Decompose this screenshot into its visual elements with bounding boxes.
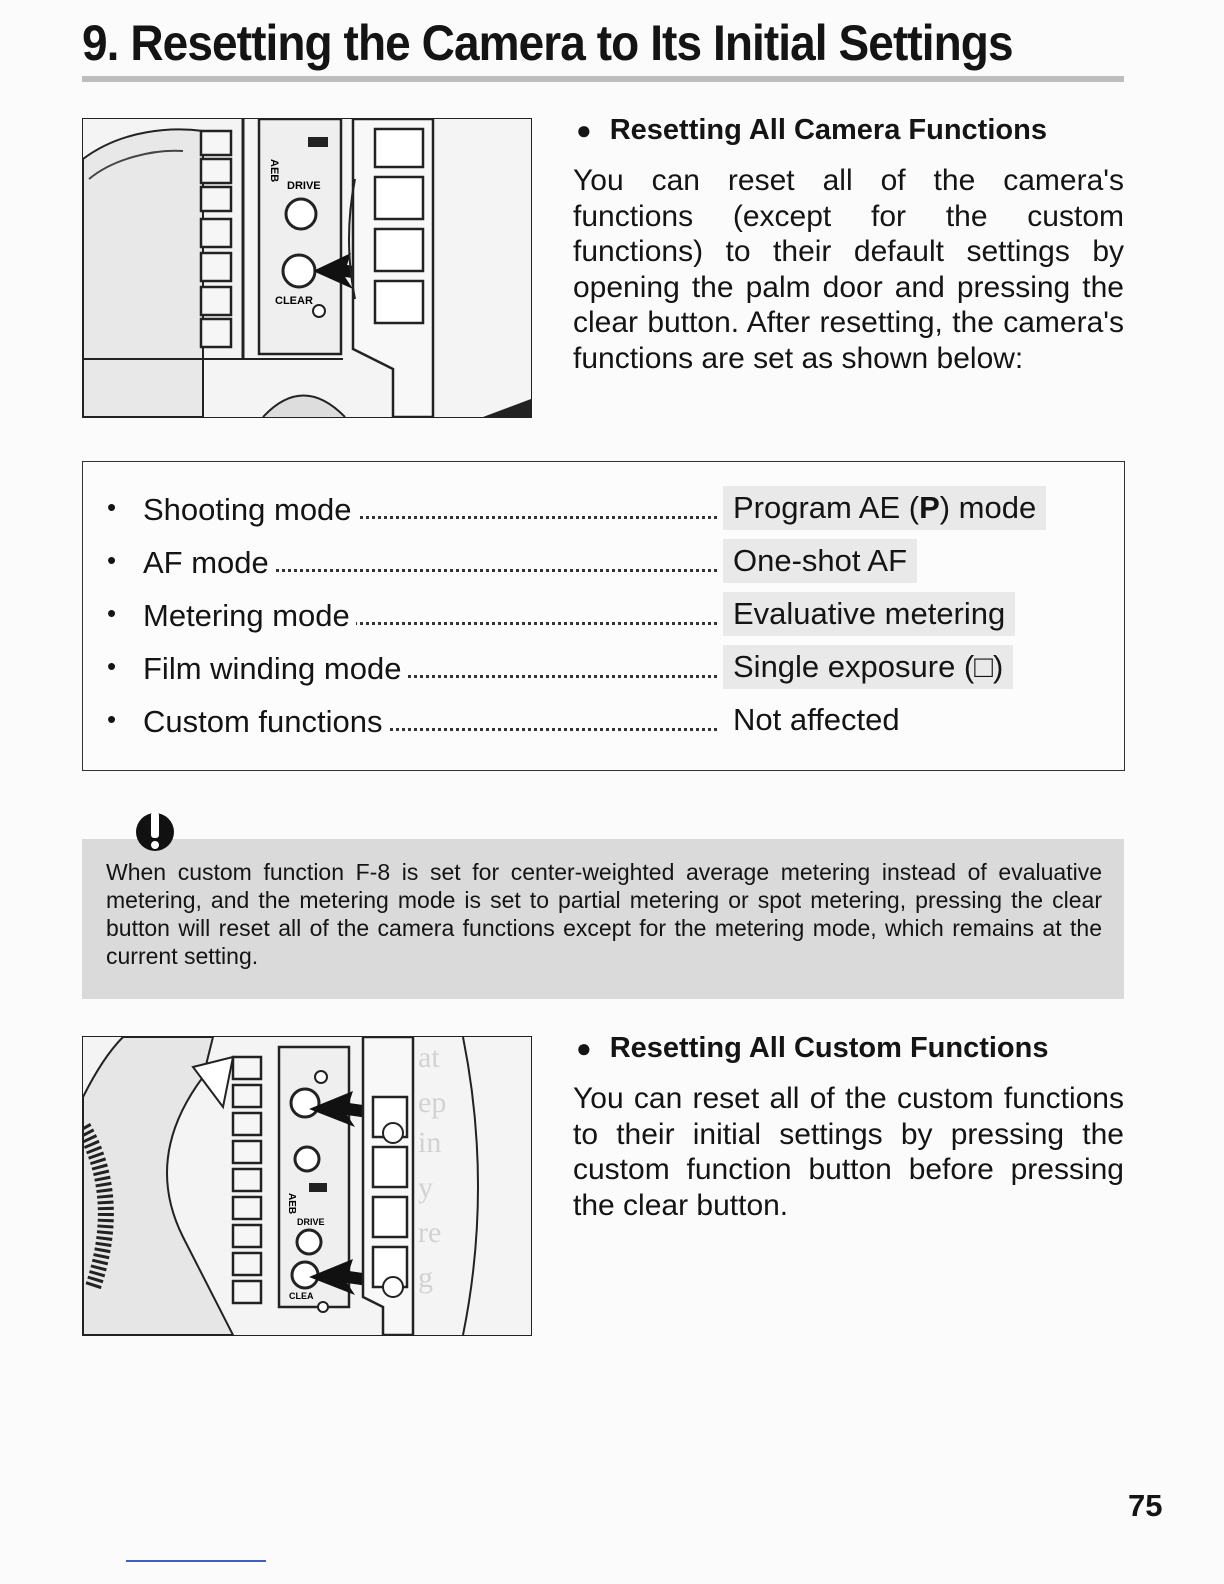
setting-value-bold: P [919,490,940,525]
setting-value-text: One-shot AF [733,543,908,578]
svg-text:re: re [418,1216,442,1249]
section-heading-camera-functions [576,114,1047,147]
settings-row [107,492,1097,528]
list-bullet: • [107,545,117,575]
list-bullet: • [107,651,117,681]
svg-text:at: at [418,1041,440,1074]
setting-label: AF mode [143,545,275,581]
caution-icon [134,806,176,857]
default-settings-box [82,461,1125,771]
setting-label: Custom functions [143,704,389,740]
setting-label: Metering mode [143,598,356,634]
setting-label: Film winding mode [143,651,407,687]
svg-text:ep: ep [418,1086,447,1119]
footer-rule [126,1560,266,1562]
heading-text: Resetting All Camera Functions [609,114,1047,146]
caution-note-text: When custom function F-8 is set for center-weighted average metering instead of evaluative metering, and the metering mode is set to partial metering or spot metering, pressing the clear button will reset all of the camera functions except for the metering mode, which remains at the current setting. [106,859,1102,969]
list-bullet: • [107,492,117,522]
page-title: 9. Resetting the Camera to Its Initial Settings [82,15,1013,71]
settings-row [107,704,1097,740]
setting-value-text: Program AE ( [733,490,920,525]
aeb-label: AEB [268,159,280,183]
setting-value-text: Not affected [733,702,900,737]
clear-label: CLEAR [275,295,313,307]
setting-value [723,698,910,742]
setting-value [723,592,1015,636]
single-frame-icon: □ [974,649,993,684]
switch-icon [308,137,328,147]
section2-body: You can reset all of the custom functions to their initial settings by pressing the custom function button before pressing the clear button. [573,1082,1124,1222]
page-number: 75 [1128,1488,1163,1523]
list-bullet: • [107,598,117,628]
list-bullet: • [107,704,117,734]
drive-label: DRIVE [297,1217,325,1227]
setting-value [723,486,1046,530]
clear-label: CLEA [289,1291,314,1301]
bullet-icon: ● [576,1033,592,1063]
custom-function-button [291,1089,319,1117]
drive-label: DRIVE [287,180,321,192]
drive-button [286,199,316,229]
section1-body: You can reset all of the camera's functions (except for the custom functions) to their default settings by opening the palm door and pressing the clear button. After resetting, the camera's functions are set as shown below: [573,164,1124,375]
settings-row [107,598,1097,634]
svg-text:g: g [418,1261,433,1294]
svg-text:in: in [418,1126,442,1159]
setting-value [723,645,1013,689]
setting-value-text: ) mode [939,490,1037,525]
setting-value-text: ) [992,649,1004,684]
setting-value [723,539,917,583]
setting-value-text: Single exposure ( [733,649,975,684]
heading-text: Resetting All Custom Functions [609,1032,1049,1064]
dial-icon [263,396,345,418]
settings-row [107,545,1097,581]
section-heading-custom-functions [576,1032,1049,1065]
title-underline [82,76,1124,82]
camera-illustration-2 [83,1037,531,1335]
clear-button [283,255,315,287]
camera-illustration-1 [83,119,531,417]
setting-value-text: Evaluative metering [733,596,1006,631]
settings-row [107,651,1097,687]
setting-label: Shooting mode [143,492,358,528]
camera-palm-door-figure [82,118,532,418]
svg-text:y: y [418,1171,433,1204]
camera-custom-function-figure [82,1036,532,1336]
bullet-icon: ● [576,115,592,145]
aeb-label: AEB [286,1193,297,1215]
